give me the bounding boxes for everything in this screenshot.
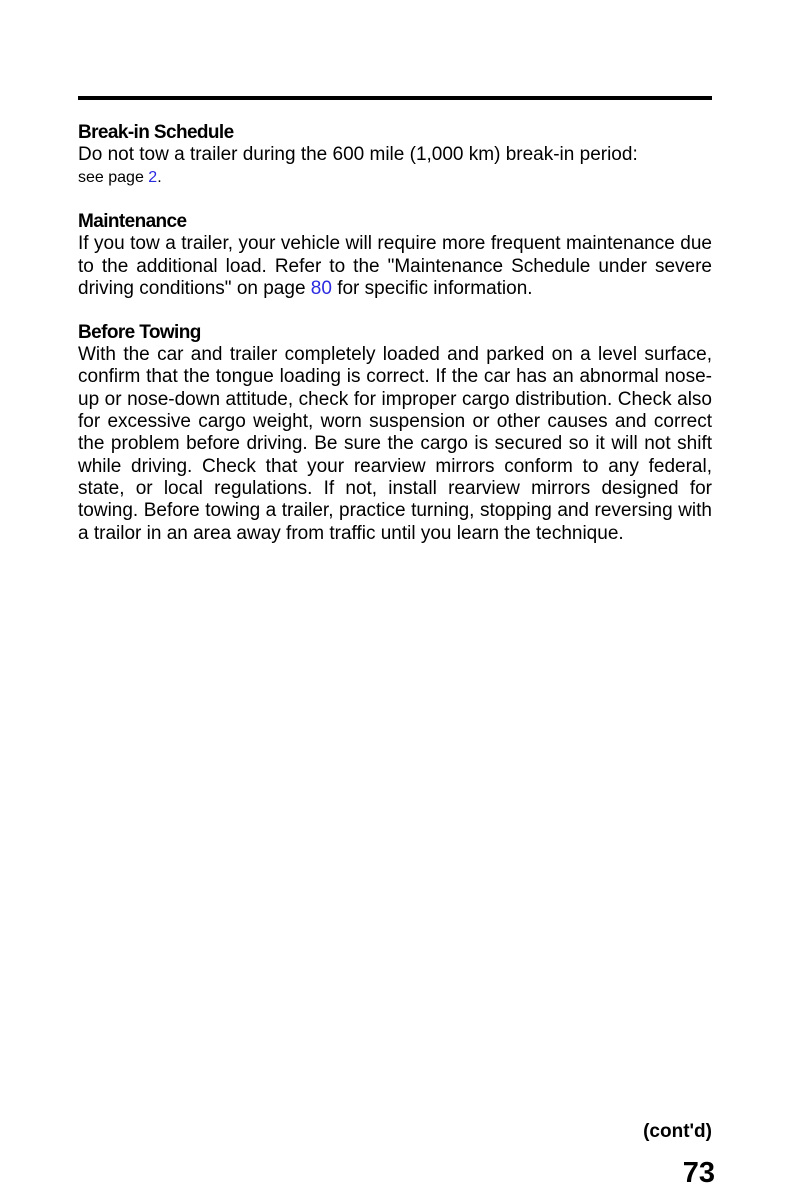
section-break-in-schedule	[78, 122, 712, 189]
body-text-before: If you tow a trailer, your vehicle will require more frequent maintenance due to the additional load. Refer to the "Maintenance Schedule under severe driving conditions" on page	[78, 233, 712, 299]
page-content	[78, 122, 712, 567]
section-heading: Maintenance	[78, 211, 187, 233]
page-number: 73	[682, 1157, 715, 1189]
section-before-towing	[78, 322, 712, 545]
section-heading: Break-in Schedule	[78, 122, 234, 143]
reference-suffix: .	[157, 169, 162, 187]
reference-prefix: see page	[78, 169, 149, 187]
top-rule	[78, 96, 712, 100]
page-link[interactable]: 80	[310, 277, 332, 299]
continued-label: (cont'd)	[643, 1121, 712, 1142]
page-reference	[78, 169, 162, 186]
section-maintenance	[78, 211, 712, 300]
section-heading: Before Towing	[78, 322, 201, 344]
page-link[interactable]: 2	[148, 169, 158, 187]
body-text-after: for specific information.	[331, 277, 533, 299]
section-body	[78, 144, 712, 189]
section-body	[78, 233, 712, 300]
body-text: Do not tow a trailer during the 600 mile (1,000 km) break-in period:	[78, 144, 638, 165]
section-body: With the car and trailer completely loaded and parked on a level surface, confirm that the tongue loading is correct. If the car has an abnormal nose-up or nose-down attitude, check for improper cargo distribution. Check also for excessive cargo weight, worn suspension or other causes and correct the problem before driving. Be sure the cargo is secured so it will not shift while driving. Check that your rearview mirrors conform to any federal, state, or local regulations. If not, install rearview mirrors designed for towing. Before towing a trailer, practice turning, stopping and reversing with a trailor in an area away from traffic until you learn the technique.	[78, 344, 712, 544]
